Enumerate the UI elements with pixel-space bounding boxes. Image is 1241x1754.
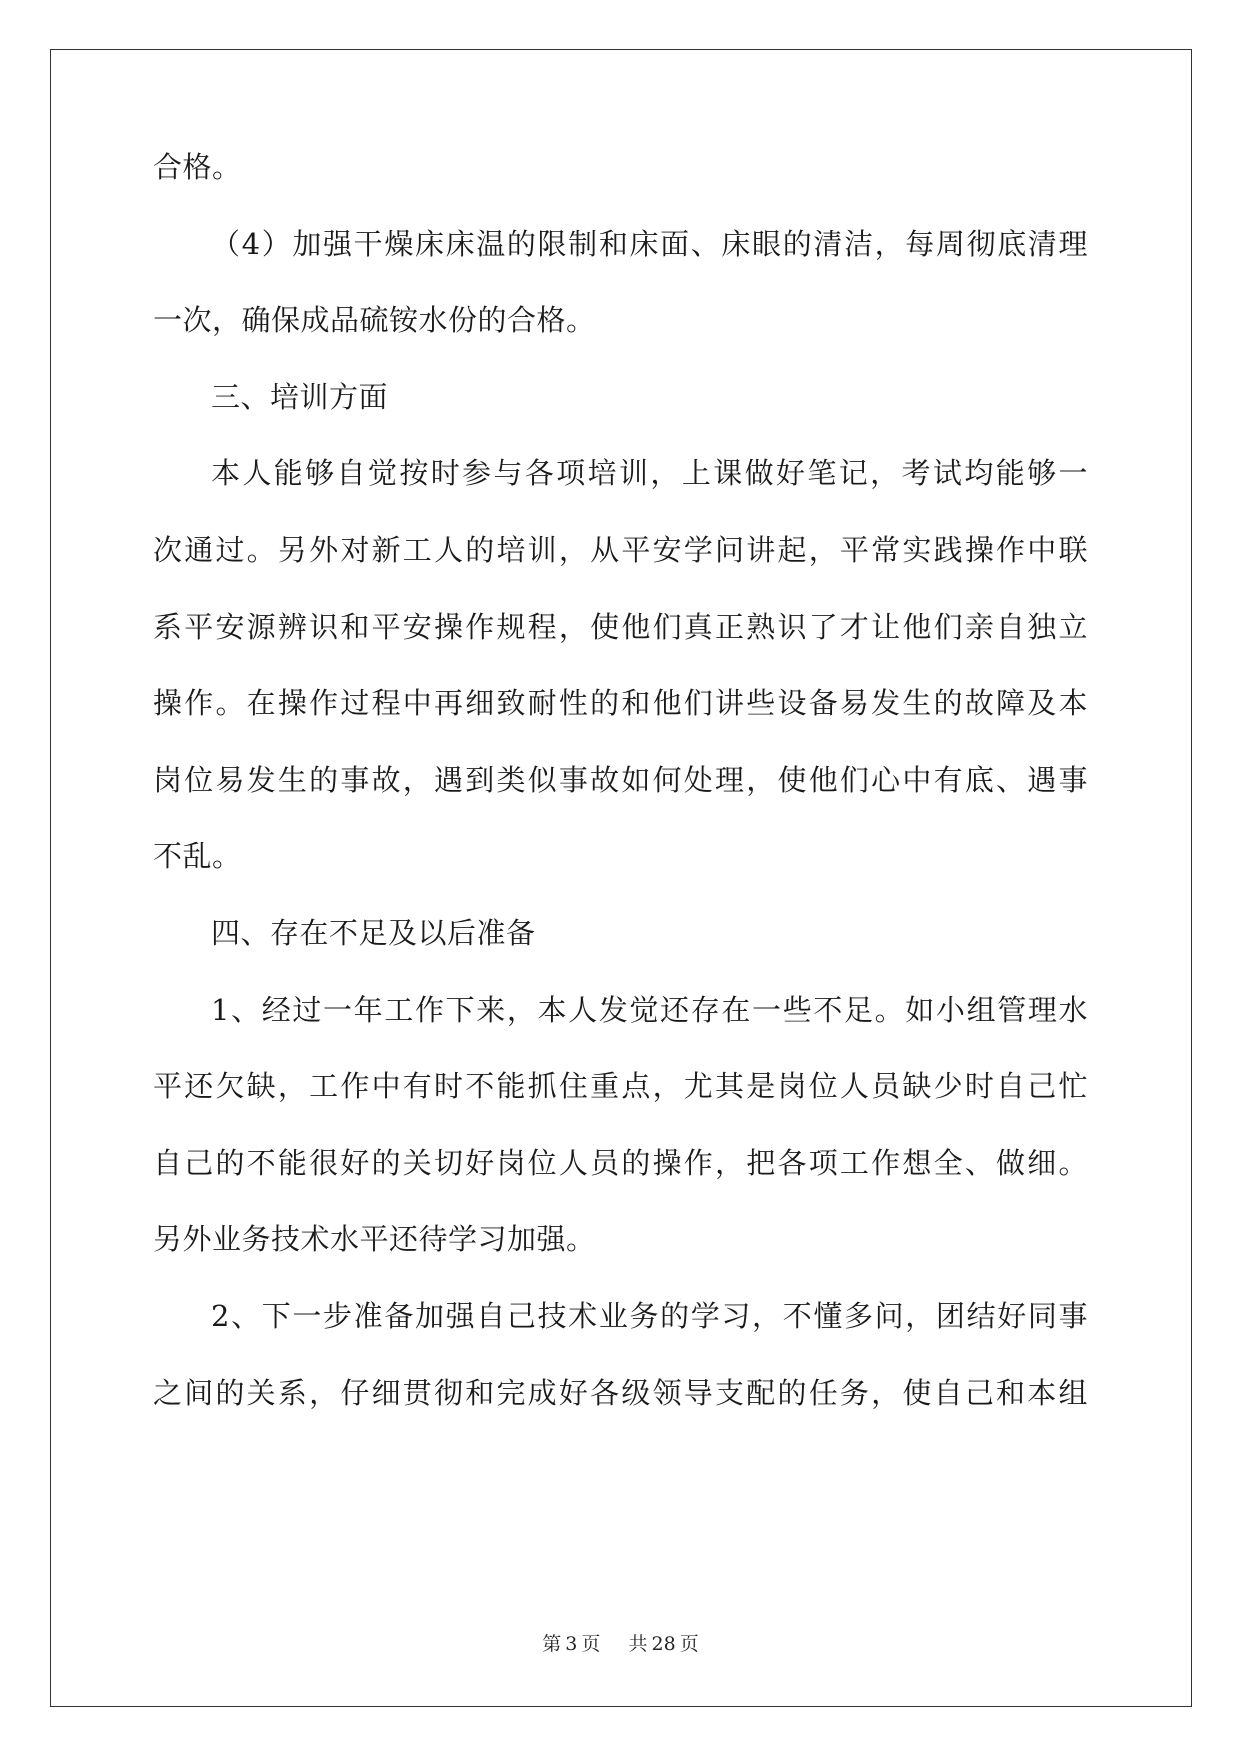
page-footer xyxy=(0,1629,1241,1656)
paragraph-line: （4）加强干燥床床温的限制和床面、床眼的清洁，每周彻底清理 xyxy=(211,226,1088,261)
paragraph-line: 1、经过一年工作下来，本人发觉还存在一些不足。如小组管理水 xyxy=(211,992,1088,1027)
document-body xyxy=(153,152,1088,1454)
paragraph-line: 操作。在操作过程中再细致耐性的和他们讲些设备易发生的故障及本 xyxy=(153,686,1088,721)
paragraph-line: 平还欠缺，工作中有时不能抓住重点，尤其是岗位人员缺少时自己忙 xyxy=(153,1069,1088,1104)
page-prefix: 第 xyxy=(542,1633,562,1655)
section-heading: 四、存在不足及以后准备 xyxy=(211,915,536,950)
paragraph-line: 次通过。另外对新工人的培训，从平安学问讲起，平常实践操作中联 xyxy=(153,532,1088,567)
page-suffix: 页 xyxy=(581,1633,601,1655)
paragraph-line: 合格。 xyxy=(153,150,242,184)
paragraph-line: 之间的关系，仔细贯彻和完成好各级领导支配的任务，使自己和本组 xyxy=(153,1375,1088,1410)
paragraph-line: 岗位易发生的事故，遇到类似事故如何处理，使他们心中有底、遇事 xyxy=(153,762,1088,797)
total-prefix: 共 xyxy=(628,1633,648,1655)
paragraph-line: 不乱。 xyxy=(153,839,242,874)
paragraph-line: 另外业务技术水平还待学习加强。 xyxy=(153,1222,596,1257)
total-suffix: 页 xyxy=(679,1633,699,1655)
paragraph-line: 本人能够自觉按时参与各项培训，上课做好笔记，考试均能够一 xyxy=(211,456,1088,491)
section-heading: 三、培训方面 xyxy=(211,379,389,414)
paragraph-line: 自己的不能很好的关切好岗位人员的操作，把各项工作想全、做细。 xyxy=(153,1145,1088,1180)
page-number: 3 xyxy=(565,1633,578,1655)
paragraph-line: 一次，确保成品硫铵水份的合格。 xyxy=(153,303,596,338)
paragraph-line: 系平安源辨识和平安操作规程，使他们真正熟识了才让他们亲自独立 xyxy=(153,609,1088,644)
total-pages: 28 xyxy=(651,1633,676,1655)
paragraph-line: 2、下一步准备加强自己技术业务的学习，不懂多问，团结好同事 xyxy=(211,1298,1088,1333)
